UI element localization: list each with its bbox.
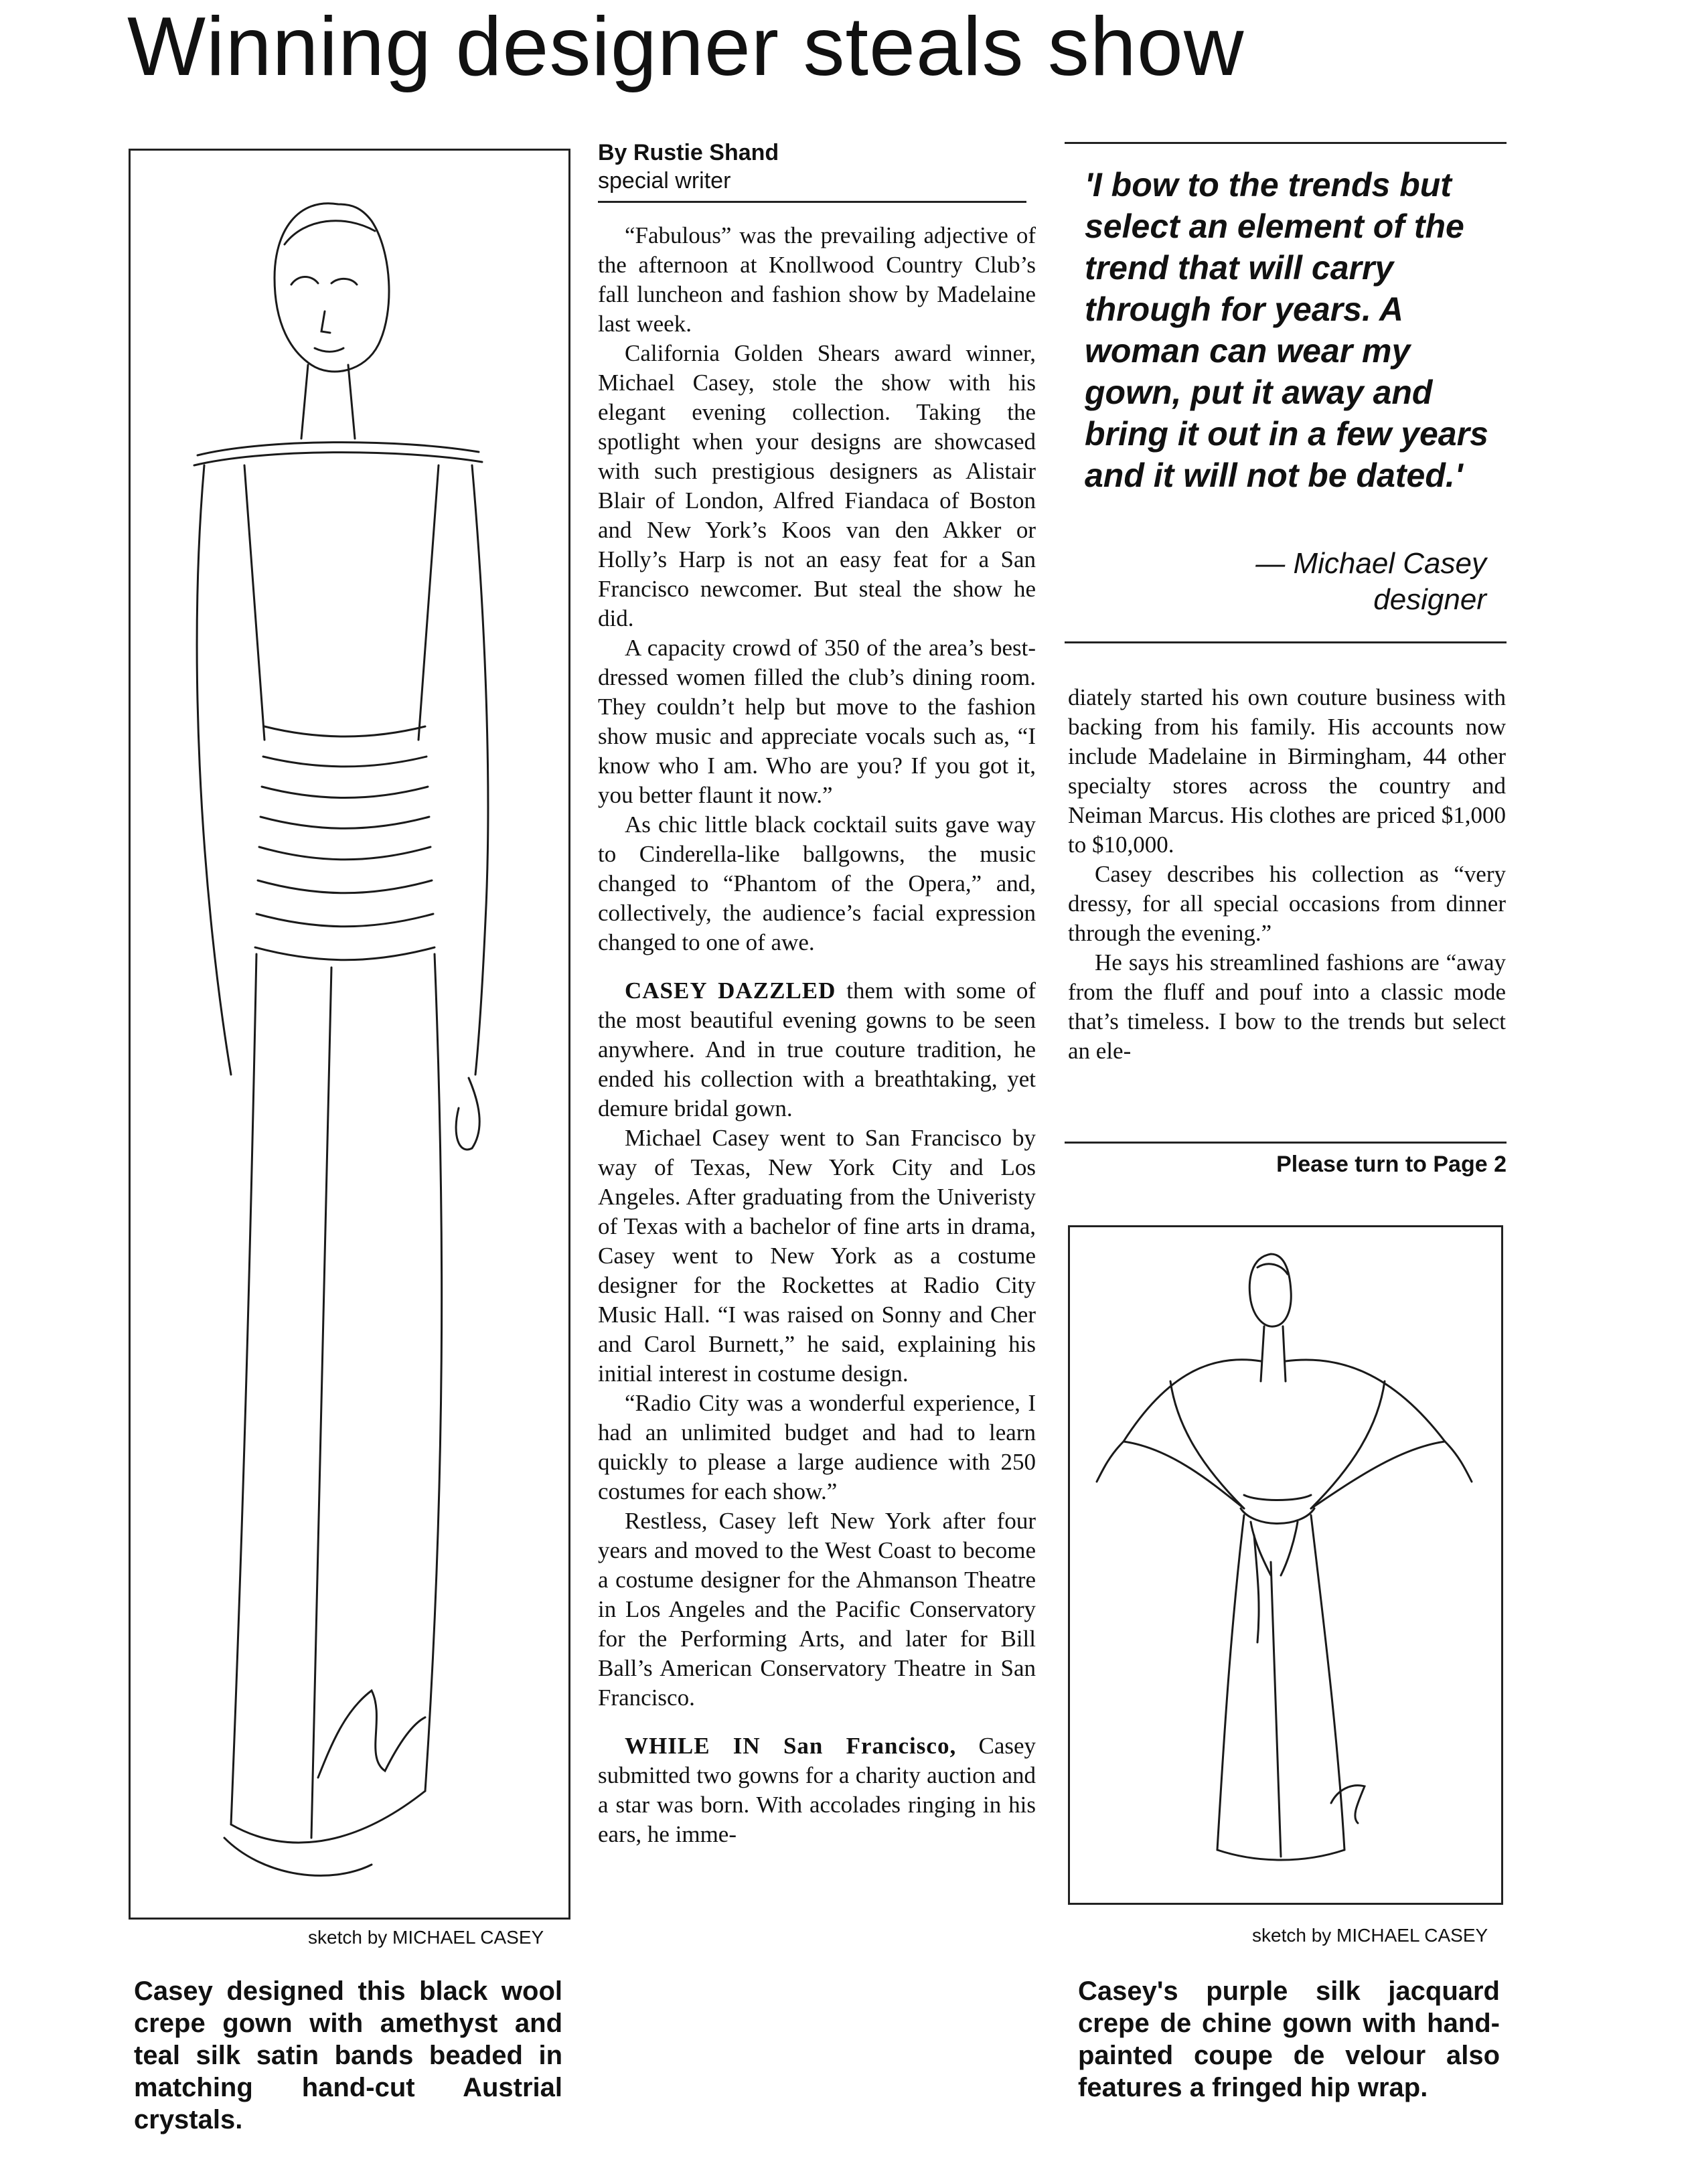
right-sketch-caption: Casey's purple silk jacquard crepe de chine gown with hand-painted coupe de velour also features a fringed hip wrap. <box>1078 1976 1500 2102</box>
pull-quote-bottom-rule <box>1065 641 1507 643</box>
right-sketch-frame <box>1068 1225 1503 1905</box>
paragraph: diately started his own couture business with backing from his family. His accounts now include Madelaine in Birmingham, 44 other specialty stores across the country and Neiman Marcus. His clothes are priced $1,000 to $10,000. <box>1068 684 1506 858</box>
left-sketch-credit: sketch by MICHAEL CASEY <box>308 1927 544 1948</box>
paragraph: Michael Casey went to San Francisco by way of Texas, New York City and Los Angeles. After graduating from the Univeristy of Texas with a bachelor of fine arts in drama, Casey went to New York as a costume designer for the Rockettes at Radio City Music Hall. “I was raised on Sonny and Cher and Carol Burnett,” he said, explaining his initial interest in costume design. <box>598 1125 1036 1387</box>
continued-line: Please turn to Page 2 <box>1276 1152 1507 1177</box>
headline: Winning designer steals show <box>127 1 1245 93</box>
pull-quote-attribution <box>1085 546 1486 618</box>
continued-rule <box>1065 1142 1507 1144</box>
attribution-name: — Michael Casey <box>1255 547 1486 580</box>
attribution-role: designer <box>1373 583 1486 616</box>
paragraph-lead-2: WHILE IN San Francisco, Casey submitted two gowns for a charity auction and a star was born. With accolades ringing in his ears, he imme- <box>598 1733 1036 1847</box>
article-column-1 <box>598 221 1036 1849</box>
paragraph: A capacity crowd of 350 of the area’s best-dressed women filled the club’s dining room. They couldn’t help but move to the fashion show music and appreciate vocals such as, “I know who I am. Who are you? If you got it, you better flaunt it now.” <box>598 635 1036 808</box>
byline-rule <box>598 201 1026 203</box>
paragraph: “Fabulous” was the prevailing adjective of the afternoon at Knollwood Country Club’s fall luncheon and fashion show by Madelaine last week. <box>598 222 1036 337</box>
paragraph-lead-1: CASEY DAZZLED them with some of the most beautiful evening gowns to be seen anywhere. And in true couture tradition, he ended his collection with a breathtaking, yet demure bridal gown. <box>598 978 1036 1121</box>
paragraph: “Radio City was a wonderful experience, I had an unlimited budget and had to learn quickly to please a large audience with 250 costumes for each show.” <box>598 1390 1036 1504</box>
paragraph: As chic little black cocktail suits gave way to Cinderella-like ballgowns, the music changed to “Phantom of the Opera,” and, collectively, the audience’s facial expression changed to one of awe. <box>598 811 1036 955</box>
paragraph: He says his streamlined fashions are “away from the fluff and pouf into a classic mode that’s timeless. I bow to the trends but select an ele- <box>1068 949 1506 1064</box>
left-sketch-caption: Casey designed this black wool crepe gown with amethyst and teal silk satin bands beaded in matching hand-cut Austrial crystals. <box>134 1976 562 2134</box>
paragraph: Casey describes his collection as “very dressy, for all special occasions from dinner through the evening.” <box>1068 861 1506 946</box>
left-sketch-frame <box>129 149 570 1920</box>
lead-in: CASEY DAZZLED <box>625 978 836 1004</box>
gown-sketch-left <box>131 151 568 1918</box>
article-column-2 <box>1068 683 1506 1066</box>
paragraph: California Golden Shears award winner, Michael Casey, stole the show with his elegant evening collection. Taking the spotlight when your designs are showcased with such prestigious designers as Alistair Blair of London, Alfred Fiandaca of Boston and New York’s Koos van den Akker or Holly’s Harp is not an easy feat for a San Francisco newcomer. But steal the show he did. <box>598 340 1036 631</box>
byline-role: special writer <box>598 168 731 193</box>
gown-sketch-right <box>1070 1227 1501 1903</box>
byline-name: By Rustie Shand <box>598 140 779 165</box>
pull-quote-top-rule <box>1065 142 1507 144</box>
pull-quote: 'I bow to the trends but select an element of the trend that will carry through for years. A woman can wear my gown, put it away and bring it out in a few years and it will not be dated.' <box>1085 166 1488 494</box>
right-sketch-credit: sketch by MICHAEL CASEY <box>1252 1925 1488 1946</box>
lead-in: WHILE IN San Francisco, <box>625 1733 957 1759</box>
paragraph: Restless, Casey left New York after four years and moved to the West Coast to become a costume designer for the Ahmanson Theatre in Los Angeles and the Pacific Conservatory for the Performing Arts, and later for Bill Ball’s American Conservatory Theatre in San Francisco. <box>598 1508 1036 1711</box>
